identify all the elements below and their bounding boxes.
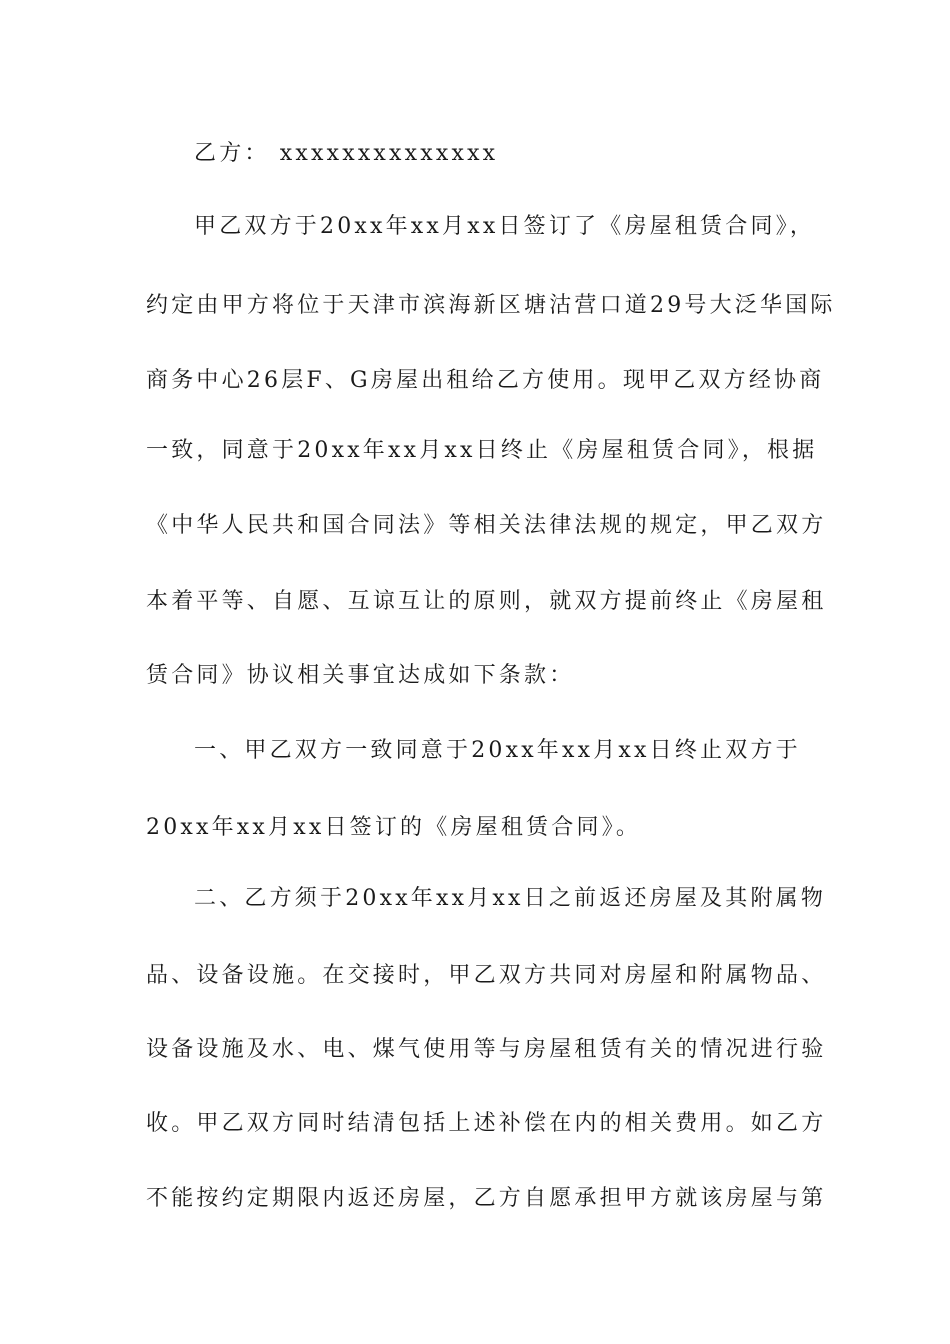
- clause-line: 设备设施及水、电、煤气使用等与房屋租赁有关的情况进行验: [146, 1037, 827, 1062]
- clause-line: 一、甲乙双方一致同意于20xx年xx月xx日终止双方于: [194, 738, 801, 763]
- clause-line: 收。甲乙双方同时结清包括上述补偿在内的相关费用。如乙方: [146, 1111, 827, 1136]
- paragraph-line: 本着平等、自愿、互谅互让的原则，就双方提前终止《房屋租: [146, 589, 827, 614]
- paragraph-line: 甲乙双方于20xx年xx月xx日签订了《房屋租赁合同》，: [194, 214, 816, 239]
- party-b-line: 乙方： xxxxxxxxxxxxxx: [194, 141, 499, 166]
- clause-line: 二、乙方须于20xx年xx月xx日之前返还房屋及其附属物: [194, 886, 827, 911]
- paragraph-line: 赁合同》协议相关事宜达成如下条款：: [146, 663, 575, 688]
- paragraph-line: 商务中心26层F、G房屋出租给乙方使用。现甲乙双方经协商: [146, 368, 825, 393]
- paragraph-line: 《中华人民共和国合同法》等相关法律法规的规定，甲乙双方: [146, 513, 827, 538]
- clause-line: 不能按约定期限内返还房屋，乙方自愿承担甲方就该房屋与第: [146, 1186, 827, 1211]
- clause-line: 20xx年xx月xx日签订的《房屋租赁合同》。: [146, 815, 642, 840]
- clause-line: 品、设备设施。在交接时，甲乙双方共同对房屋和附属物品、: [146, 963, 827, 988]
- paragraph-line: 一致，同意于20xx年xx月xx日终止《房屋租赁合同》，根据: [146, 438, 818, 463]
- paragraph-line: 约定由甲方将位于天津市滨海新区塘沽营口道29号大泛华国际: [146, 293, 836, 318]
